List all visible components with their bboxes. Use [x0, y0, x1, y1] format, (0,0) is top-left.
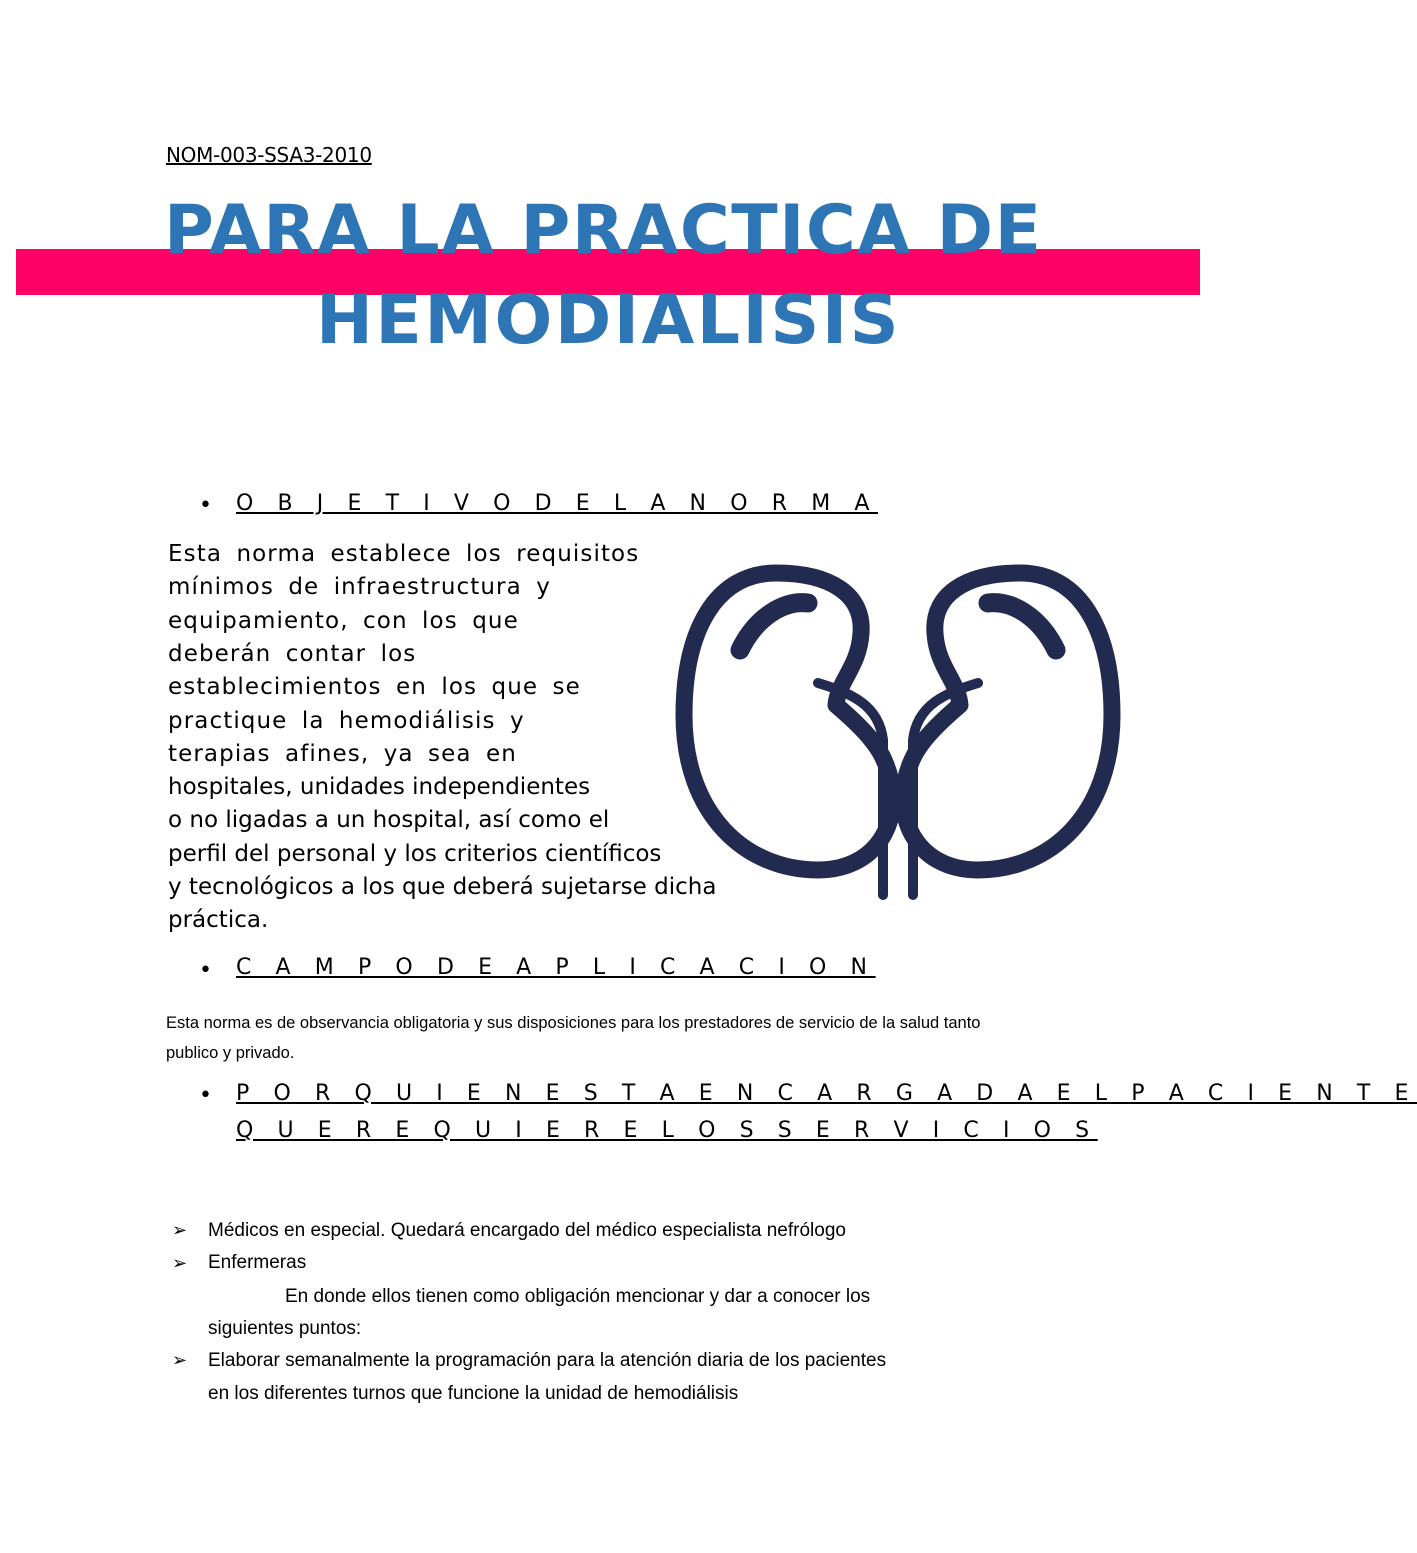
- bullet-icon: •: [199, 1083, 212, 1108]
- objetivo-line: práctica.: [168, 907, 269, 934]
- list-note-line-2: siguientes puntos:: [208, 1318, 362, 1339]
- list-item: Médicos en especial. Quedará encargado del médico especialista nefrólogo: [208, 1220, 846, 1241]
- objetivo-line: terapias afines, ya sea en: [168, 740, 517, 767]
- section-heading-objetivo: O B J E T I V O D E L A N O R M A: [236, 491, 879, 516]
- campo-paragraph: Esta norma es de observancia obligatoria y sus disposiciones para los prestadores de servicio de la salud tanto publico y privado.: [166, 1014, 981, 1062]
- section-heading-porquien-line-1: P O R Q U I E N E S T A E N C A R G A D A E L P A C I E N T E: [236, 1081, 1417, 1106]
- page-title-line-2: HEMODIALISIS: [316, 281, 902, 360]
- objetivo-line: establecimientos en los que se: [168, 674, 581, 701]
- list-item-line-1: Elaborar semanalmente la programación para la atención diaria de los pacientes: [208, 1350, 887, 1371]
- bullet-icon: •: [199, 958, 212, 983]
- page-title-line-1: PARA LA PRACTICA DE: [164, 191, 1043, 270]
- objetivo-line: hospitales, unidades independientes: [168, 774, 591, 801]
- objetivo-line: deberán contar los: [168, 640, 417, 667]
- objetivo-line: Esta norma establece los requisitos: [168, 541, 640, 567]
- arrow-bullet-icon: ➢: [172, 1253, 188, 1274]
- list-item: Enfermeras: [208, 1252, 307, 1273]
- list-note-line-1: En donde ellos tienen como obligación mencionar y dar a conocer los: [285, 1286, 871, 1307]
- list-item-line-2: en los diferentes turnos que funcione la unidad de hemodiálisis: [208, 1383, 739, 1404]
- objetivo-line: equipamiento, con los que: [168, 607, 519, 634]
- section-heading-porquien-line-2: Q U E R E Q U I E R E L O S S E R V I C I O S: [236, 1118, 1098, 1143]
- section-heading-campo: C A M P O D E A P L I C A C I O N: [236, 955, 876, 980]
- arrow-bullet-icon: ➢: [172, 1220, 188, 1241]
- arrow-bullet-icon: ➢: [172, 1350, 188, 1371]
- objetivo-line: perfil del personal y los criterios científicos: [168, 840, 662, 867]
- kidneys-icon: [676, 565, 1120, 895]
- objetivo-line: y tecnológicos a los que deberá sujetarse dicha: [168, 874, 717, 900]
- bullet-icon: •: [199, 493, 212, 518]
- objetivo-line: mínimos de infraestructura y: [168, 574, 551, 601]
- objetivo-line: practique la hemodiálisis y: [168, 707, 525, 734]
- norm-code: NOM-003-SSA3-2010: [166, 143, 372, 167]
- objetivo-line: o no ligadas a un hospital, así como el: [168, 807, 610, 834]
